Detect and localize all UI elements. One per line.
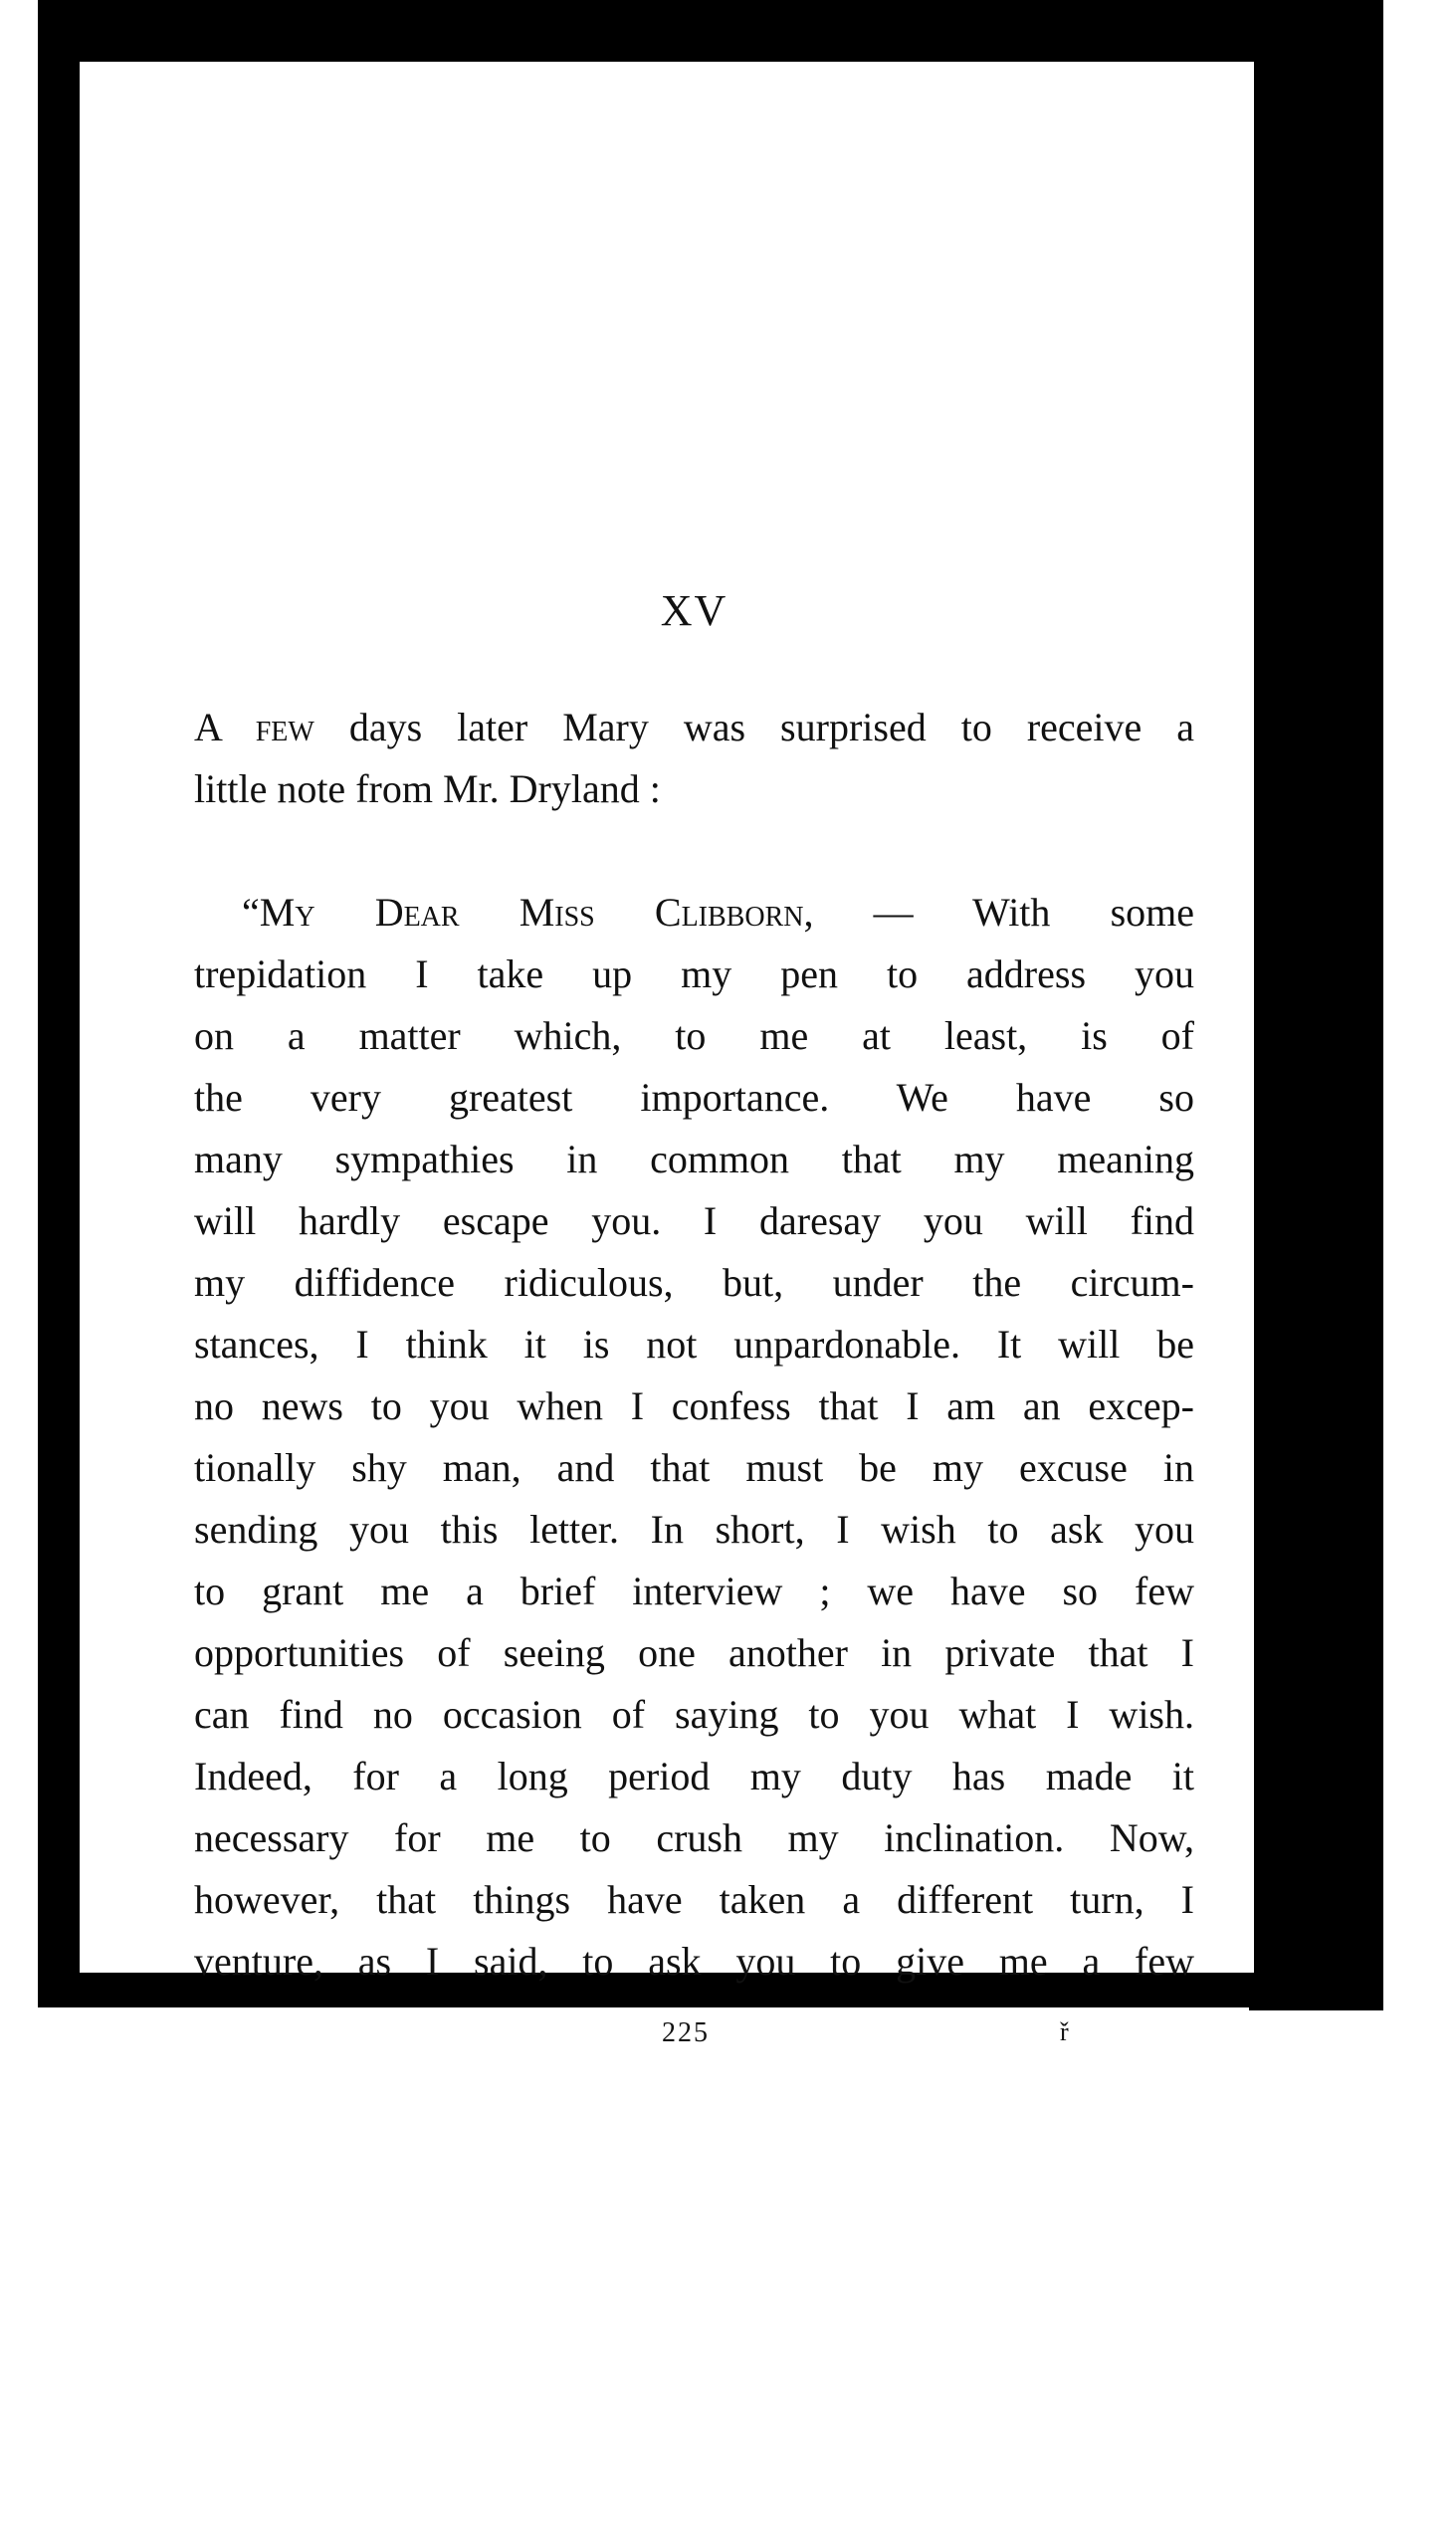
letter-line: on a matter which, to me at least, is of [194, 1013, 1194, 1058]
letter-line: tionally shy man, and that must be my excuse in [194, 1445, 1194, 1490]
intro-line [194, 697, 1194, 758]
letter-line: can find no occasion of saying to you what I wish. [194, 1692, 1194, 1737]
page-number: 225 [662, 2017, 710, 2048]
letter-line: to grant me a brief interview ; we have so few [194, 1569, 1194, 1613]
letter-line: the very greatest importance. We have so [194, 1075, 1194, 1120]
letter-line: venture, as I said, to ask you to give me a few [194, 1939, 1194, 1984]
intro-text: days later Mary was surprised to receive a [348, 705, 1195, 749]
letter-line: will hardly escape you. I daresay you will find [194, 1198, 1194, 1243]
letter-salutation [194, 882, 1194, 944]
salutation-text: — With some [873, 890, 1194, 935]
letter-line: no news to you when I confess that I am an excep- [194, 1383, 1194, 1428]
signature-mark: ř [1060, 2017, 1069, 2046]
letter-line: trepidation I take up my pen to address you [194, 951, 1194, 996]
letter-line: many sympathies in common that my meaning [194, 1137, 1194, 1181]
scan-edge-right [1249, 1125, 1383, 2010]
chapter-heading: XV [660, 586, 728, 635]
letter-line: sending you this letter. In short, I wish to ask you [194, 1507, 1194, 1552]
letter-line: necessary for me to crush my inclination. Now, [194, 1815, 1194, 1860]
letter-line: Indeed, for a long period my duty has made it [194, 1754, 1194, 1798]
letter-line: my diffidence ridiculous, but, under the circum- [194, 1260, 1194, 1305]
intro-line: little note from Mr. Dryland : [194, 766, 661, 811]
scan-edge-top [38, 0, 1383, 62]
salutation-name: My Dear Miss Clibborn, [259, 890, 814, 935]
letter-line: however, that things have taken a different turn, I [194, 1877, 1194, 1922]
letter-line: stances, I think it is not unpardonable. It will be [194, 1322, 1194, 1367]
letter-line: opportunities of seeing one another in private that I [194, 1630, 1194, 1675]
intro-lead-word: A [194, 705, 221, 749]
scan-edge-right [1239, 209, 1383, 826]
page-margin [0, 0, 38, 2530]
opening-quote: “ [242, 890, 260, 935]
intro-small-caps: few [255, 705, 314, 749]
